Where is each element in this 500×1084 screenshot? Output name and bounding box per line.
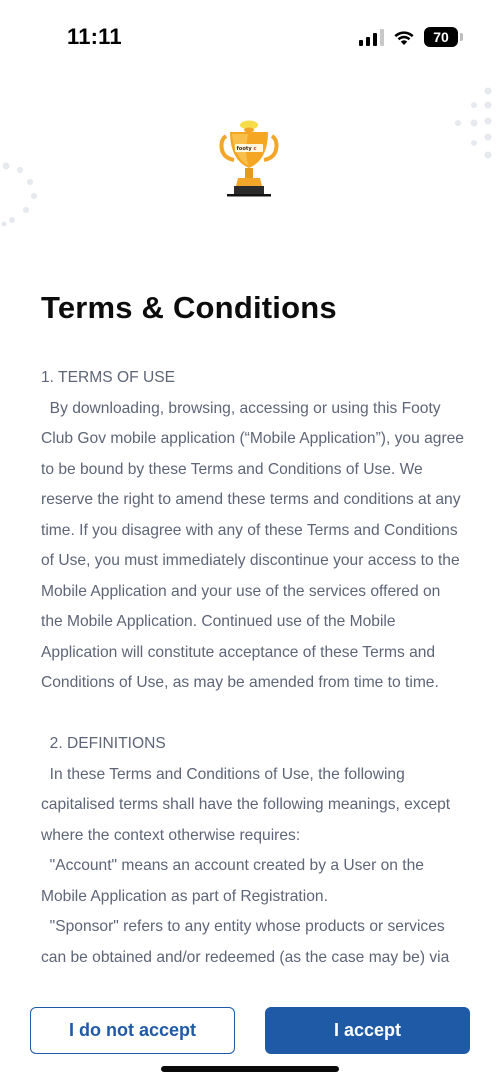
svg-text:c: c xyxy=(253,146,257,152)
status-time: 11:11 xyxy=(67,24,122,49)
definition-sponsor: "Sponsor" refers to any entity whose products or services can be obtained and/or redeemed (as the case may be) via xyxy=(41,918,450,966)
section-heading-definitions: 2. DEFINITIONS xyxy=(49,735,166,752)
decorative-dots-left-icon xyxy=(0,160,60,230)
terms-content[interactable] xyxy=(41,363,465,973)
decorative-dots-right-icon xyxy=(450,85,500,170)
cellular-signal-icon xyxy=(359,28,384,46)
decline-button[interactable]: I do not accept xyxy=(30,1007,235,1054)
definitions-intro-paragraph: In these Terms and Conditions of Use, the following capitalised terms shall have the following meanings, except where the context otherwise requires: xyxy=(41,765,451,844)
wifi-icon xyxy=(393,29,415,46)
terms-of-use-paragraph: By downloading, browsing, accessing or using this Footy Club Gov mobile application (“Mobile Application”), you agree to be bound by these Terms and Conditions of Use. We reserve the right to amend these terms and conditions at any time. If you disagree with any of these Terms and Conditions of Use, you must immediately discontinue your access to the Mobile Application and your use of the services offered on the Mobile Application. Continued use of the Mobile Application will constitute acceptance of these Terms and Conditions of Use, as may be amended from time to time. xyxy=(41,399,464,691)
svg-text:footy: footy xyxy=(236,146,252,152)
status-bar xyxy=(0,0,500,72)
trophy-logo-icon xyxy=(218,118,280,200)
section-heading-terms-of-use: 1. TERMS OF USE xyxy=(41,369,176,386)
definition-account: "Account" means an account created by a User on the Mobile Application as part of Registration. xyxy=(41,857,424,905)
accept-button[interactable]: I accept xyxy=(265,1007,470,1054)
home-indicator[interactable] xyxy=(161,1066,339,1072)
page-title: Terms & Conditions xyxy=(41,290,337,325)
status-icons xyxy=(359,27,458,47)
battery-icon: 70 xyxy=(424,27,458,47)
